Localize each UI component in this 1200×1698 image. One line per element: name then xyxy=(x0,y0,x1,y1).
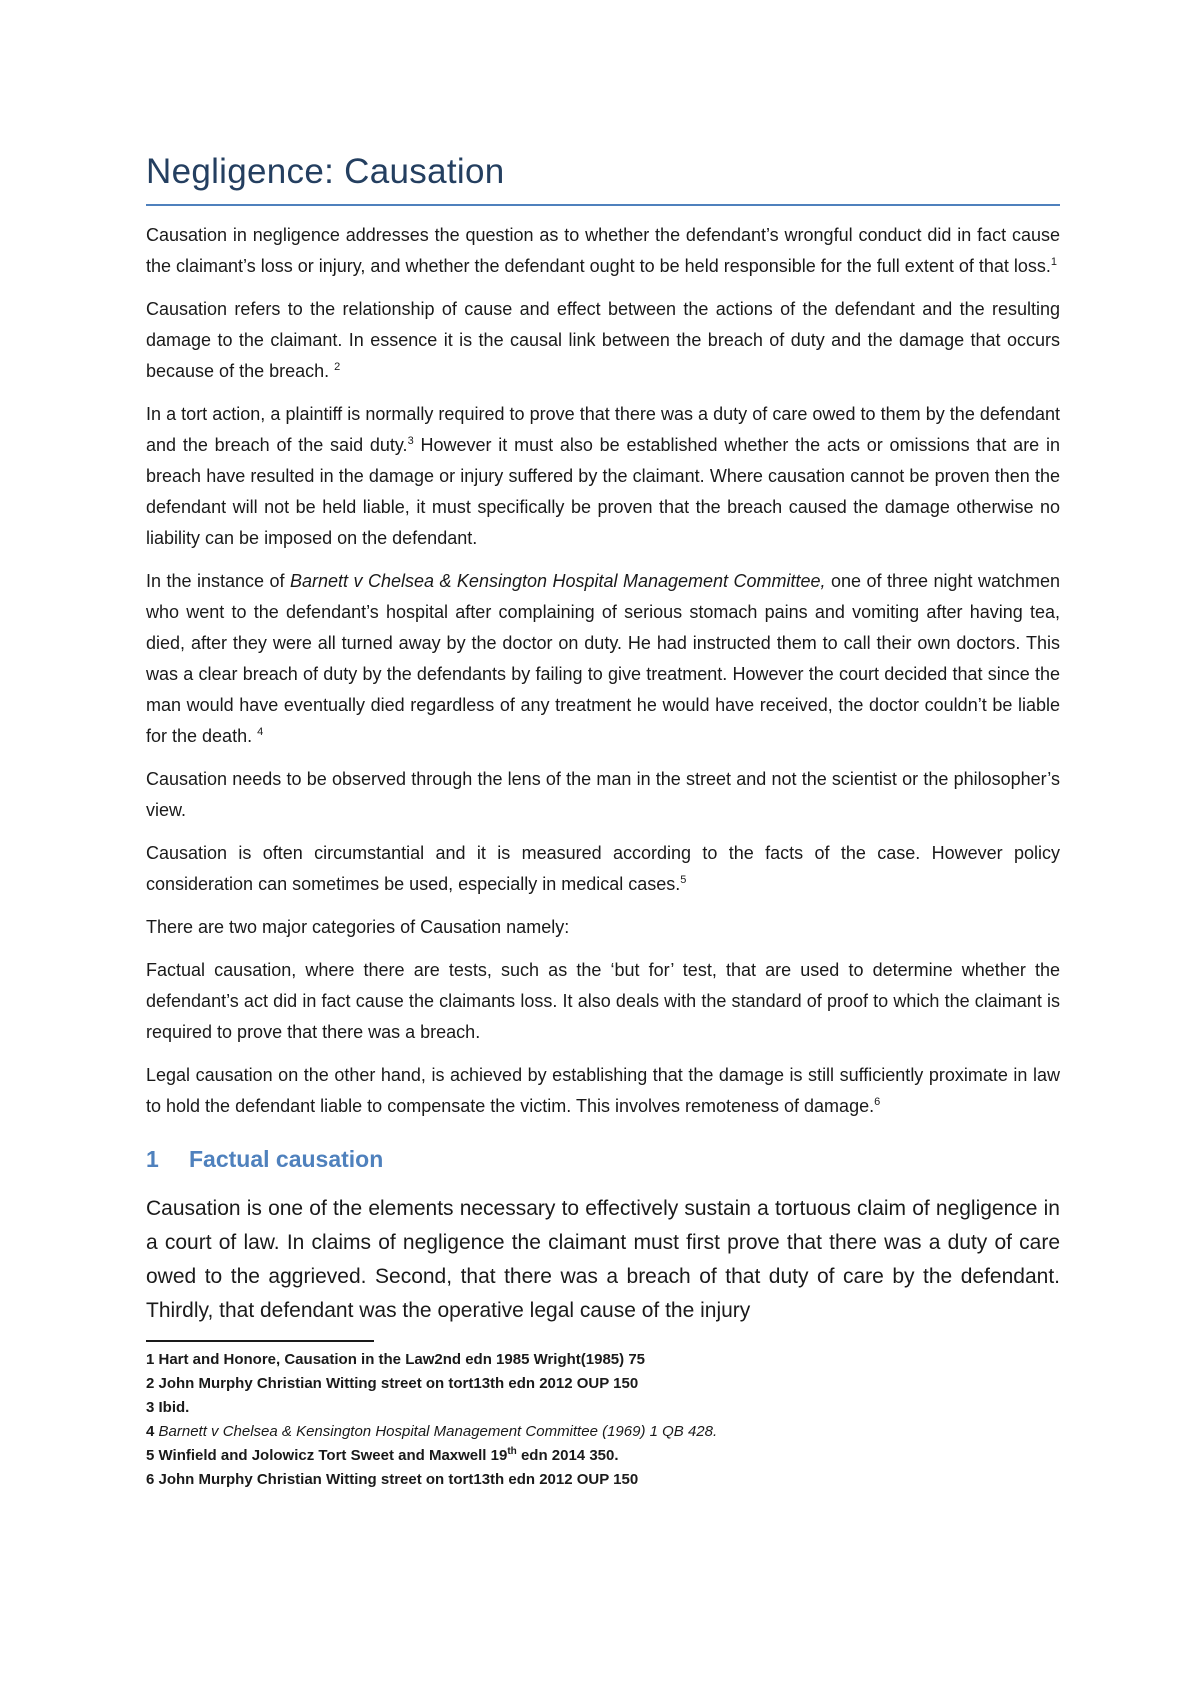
paragraph-5 xyxy=(146,764,1060,826)
footnote-separator xyxy=(146,1340,374,1342)
paragraph-text: In the instance of xyxy=(146,571,290,591)
paragraph-3 xyxy=(146,399,1060,554)
footnote-item xyxy=(146,1444,1060,1468)
case-name: Barnett v Chelsea & Kensington Hospital Management Committee, xyxy=(289,571,826,591)
paragraph-text: However it must also be established whether the acts or omissions that are in breach have resulted in the damage or injury suffered by the claimant. Where causation cannot be proven then the defendant will not be held liable, it must specifically be proven that the breach caused the damage otherwise no liability can be imposed on the defendant. xyxy=(146,435,1060,548)
footnote-ref[interactable]: 1 xyxy=(1050,256,1058,268)
footnote-text: edn 2014 350. xyxy=(516,1447,619,1464)
paragraph-6 xyxy=(146,838,1060,900)
paragraph-text: In a tort action, a plaintiff is normally required to prove that there was a duty of care owed to them by the defendant and the breach of the said duty. xyxy=(146,404,1060,455)
paragraph-text: Factual causation, where there are tests, such as the ‘but for’ test, that are used to determine whether the defendant’s act did in fact cause the claimants loss. It also deals with the standard of proof to which the claimant is required to prove that there was a breach. xyxy=(146,960,1060,1042)
paragraph-2 xyxy=(146,294,1060,387)
paragraph-text: Causation needs to be observed through the lens of the man in the street and not the scientist or the philosopher’s view. xyxy=(146,769,1060,820)
footnote-ref[interactable]: 3 xyxy=(407,435,414,447)
footnote-item: 3 Ibid. xyxy=(146,1399,190,1416)
section-body: Causation is one of the elements necessary to effectively sustain a tortuous claim of negligence in a court of law. In claims of negligence the claimant must first prove that there was a duty of care owed to the aggrieved. Second, that there was a breach of that duty of care by the defendant. Thirdly, that defendant was the operative legal cause of the injury xyxy=(146,1197,1060,1322)
paragraph-text: one of three night watchmen who went to the defendant’s hospital after complaining of serious stomach pains and vomiting after having tea, died, after they were all turned away by the doctor on duty. He had instructed them to call their own doctors. This was a clear breach of duty by the defendants by failing to give treatment. However the court decided that since the man would have eventually died regardless of any treatment he would have received, the doctor couldn’t be liable for the death. xyxy=(146,571,1060,746)
footnote-text: 5 Winfield and Jolowicz Tort Sweet and Maxwell 19 xyxy=(146,1447,508,1464)
footnote-number: 4 xyxy=(146,1423,159,1440)
footnote-item: 6 John Murphy Christian Witting street on tort13th edn 2012 OUP 150 xyxy=(146,1471,639,1488)
footnote-ref[interactable]: 6 xyxy=(874,1096,881,1108)
paragraph-7 xyxy=(146,912,1060,943)
page-title: Negligence: Causation xyxy=(146,152,505,191)
footnote-item: 2 John Murphy Christian Witting street on tort13th edn 2012 OUP 150 xyxy=(146,1375,639,1392)
paragraph-text: Causation in negligence addresses the question as to whether the defendant’s wrongful conduct did in fact cause the claimant’s loss or injury, and whether the defendant ought to be held responsible for the full extent of that loss. xyxy=(146,225,1060,276)
footnote-ref[interactable]: 4 xyxy=(257,726,264,738)
footnote-item xyxy=(146,1420,1060,1444)
paragraph-text: Legal causation on the other hand, is achieved by establishing that the damage is still sufficiently proximate in law to hold the defendant liable to compensate the victim. This involves remoteness of damage. xyxy=(146,1065,1060,1116)
paragraph-text: Causation refers to the relationship of cause and effect between the actions of the defendant and the resulting damage to the claimant. In essence it is the causal link between the breach of duty and the damage that occurs because of the breach. xyxy=(146,299,1060,381)
footnote-item: 1 Hart and Honore, Causation in the Law2nd edn 1985 Wright(1985) 75 xyxy=(146,1351,645,1368)
footnote-superscript: th xyxy=(507,1446,517,1457)
document-page xyxy=(146,148,1060,1492)
section-number: 1 xyxy=(146,1146,159,1172)
paragraph-8 xyxy=(146,955,1060,1048)
footnote-case: Barnett v Chelsea & Kensington Hospital Management Committee (1969) 1 QB 428. xyxy=(158,1423,718,1440)
section-title: Factual causation xyxy=(189,1146,384,1172)
footnote-ref[interactable]: 5 xyxy=(680,874,687,886)
paragraph-text: Causation is often circumstantial and it is measured according to the facts of the case. However policy consideration can sometimes be used, especially in medical cases. xyxy=(146,843,1060,894)
paragraph-text: There are two major categories of Causation namely: xyxy=(146,917,570,937)
title-underline xyxy=(146,204,1060,206)
footnote-ref[interactable]: 2 xyxy=(334,361,341,373)
paragraph-9 xyxy=(146,1060,1060,1122)
paragraph-4 xyxy=(146,566,1060,752)
paragraph-1 xyxy=(146,220,1060,282)
section-heading xyxy=(146,1144,1060,1174)
footnotes xyxy=(146,1348,1060,1492)
